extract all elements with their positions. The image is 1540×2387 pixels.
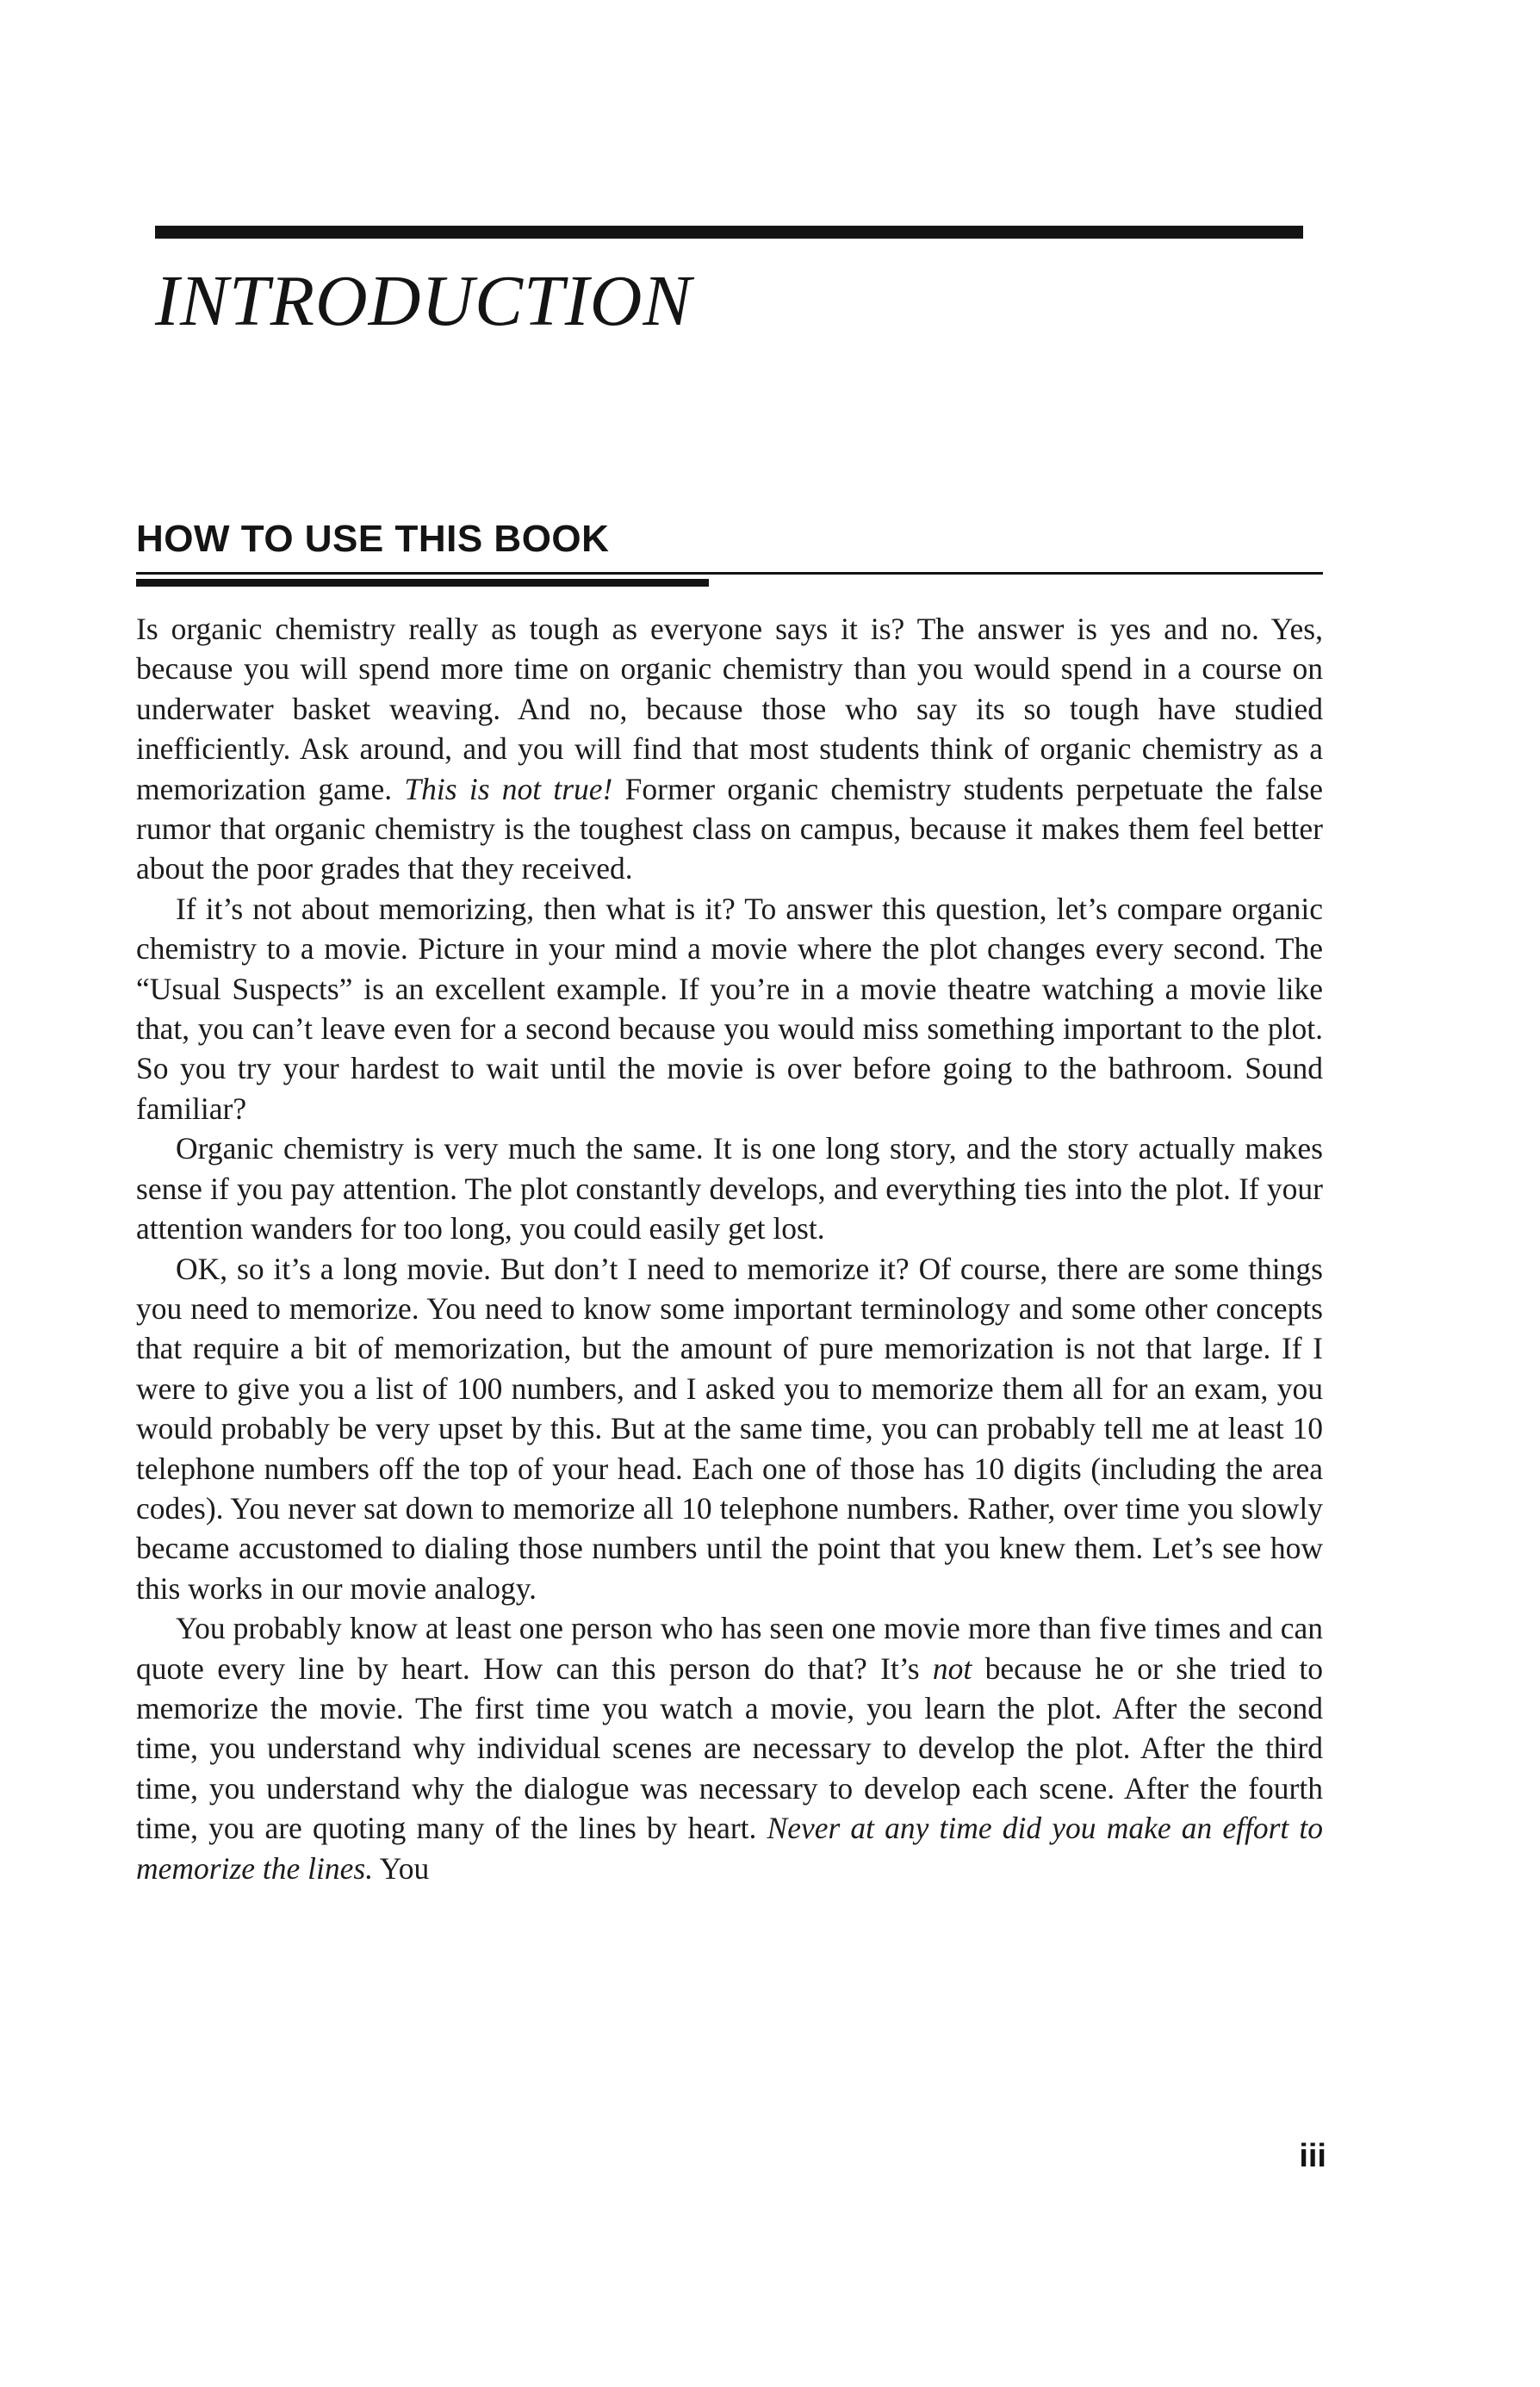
paragraph-4-run-1: OK, so it’s a long movie. But don’t I need to memorize it? Of course, there are some things you need to memorize. You need to know some important terminology and some other concepts that require a bit of memorization, but the amount of pure memorization is not that large. If I were to give you a list of 100 numbers, and I asked you to memorize them all for an exam, you would probably be very upset by this. But at the same time, you can probably tell me at least 10 telephone numbers off the top of your head. Each one of those has 10 digits (including the area codes). You never sat down to memorize all 10 telephone numbers. Rather, over time you slowly became accustomed to dialing those numbers until the point that you knew them. Let’s see how this works in our movie analogy. (136, 1251, 1323, 1606)
paragraph-5-run-1: You probably know at least one person who has seen one movie more than five times and can quote every line by heart. How can this person do that? It’s (136, 1611, 1323, 1686)
page-number: iii (1299, 2138, 1326, 2174)
paragraph-1-run-1: Is organic chemistry really as tough as everyone says it is? The answer is yes and no. Yes, because you will spend more time on organic chemistry than you would spend in a course on underwater basket weaving. And no, because those who say its so tough have studied inefficiently. Ask around, and you will find that most students think of organic chemistry as a memorization game. (136, 612, 1323, 806)
paragraph-1 (136, 609, 1323, 889)
paragraph-5-emphasis-not: not (932, 1650, 972, 1686)
paragraph-3 (136, 1128, 1323, 1248)
paragraph-2-run-1: If it’s not about memorizing, then what is it? To answer this question, let’s compare organic chemistry to a movie. Picture in your mind a movie where the plot changes every second. The “Usual Suspects” is an excellent example. If you’re in a movie theatre watching a movie like that, you can’t leave even for a second because you would miss something important to the plot. So you try your hardest to wait until the movie is over before going to the bathroom. Sound familiar? (136, 891, 1323, 1126)
paragraph-5-emphasis-never: Never at any time did you make an effort to memorize the lines. (136, 1811, 1324, 1886)
paragraph-1-run-3: Former organic chemistry students perpetuate the false rumor that organic chemistry is the toughest class on campus, because it makes them feel better about the poor grades that they received. (136, 771, 1323, 886)
paragraph-4 (136, 1249, 1323, 1609)
chapter-top-rule (155, 226, 1303, 239)
chapter-title: INTRODUCTION (155, 261, 692, 341)
paragraph-1-emphasis: This is not true! (404, 771, 613, 806)
section-rule-thin (136, 572, 1323, 575)
body-text (136, 609, 1323, 1888)
paragraph-5-run-5: You (373, 1850, 430, 1886)
paragraph-5-run-3: because he or she tried to memorize the movie. The first time you watch a movie, you learn the plot. After the second time, you understand why individual scenes are necessary to develop the plot. After the third time, you understand why the dialogue was necessary to develop each scene. After the fourth time, you are quoting many of the lines by heart. (136, 1650, 1323, 1846)
section-rule-thick (136, 579, 709, 587)
paragraph-5 (136, 1608, 1323, 1888)
paragraph-3-run-1: Organic chemistry is very much the same. It is one long story, and the story actually makes sense if you pay attention. The plot constantly develops, and everything ties into the plot. If your attention wanders for too long, you could easily get lost. (136, 1131, 1323, 1246)
paragraph-2 (136, 889, 1323, 1128)
section-heading: HOW TO USE THIS BOOK (136, 518, 610, 560)
